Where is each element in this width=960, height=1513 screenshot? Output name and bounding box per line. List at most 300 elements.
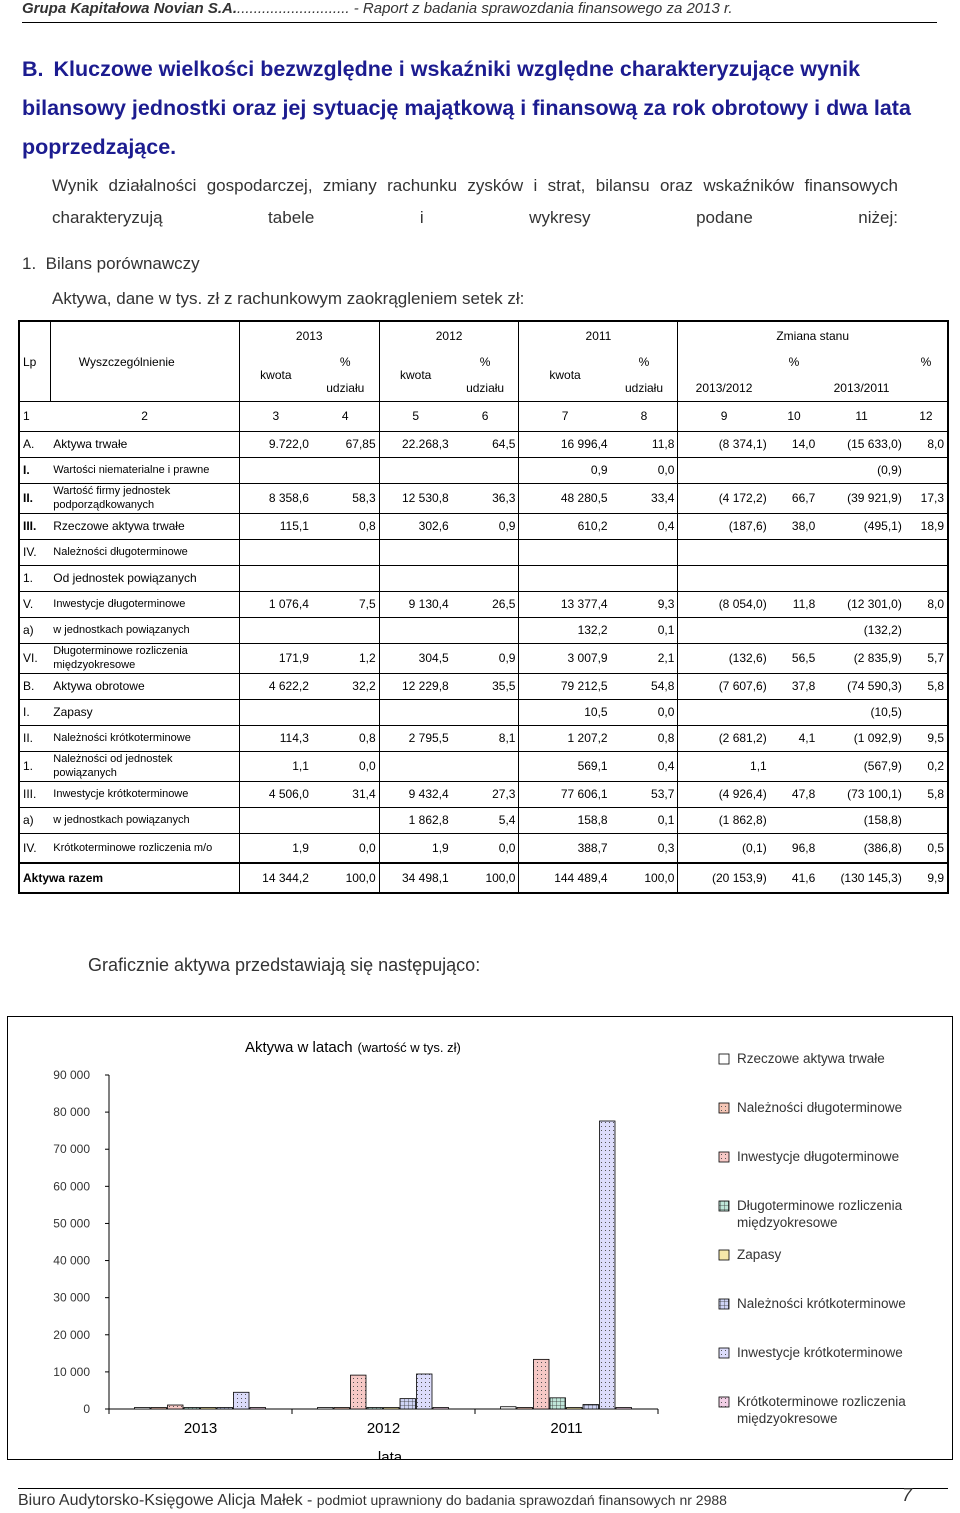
cell-value: 5,8 — [905, 673, 948, 699]
row-lp: a) — [19, 617, 50, 643]
cell-value — [905, 457, 948, 483]
cell-value: 35,5 — [452, 673, 519, 699]
header-cell — [818, 349, 905, 375]
cell-value — [678, 565, 770, 591]
cell-value — [678, 457, 770, 483]
legend-swatch — [719, 1397, 729, 1407]
cell-value: 31,4 — [312, 781, 379, 807]
header-kwota: kwota — [519, 349, 611, 401]
y-tick-label: 30 000 — [53, 1290, 90, 1305]
cell-value: 38,0 — [770, 513, 819, 539]
column-number: 6 — [452, 401, 519, 431]
total-value: 34 498,1 — [379, 863, 452, 893]
legend-label — [737, 1051, 885, 1066]
chart-legend — [719, 1051, 906, 1426]
cell-value: 16 996,4 — [519, 431, 611, 457]
cell-value: (39 921,9) — [818, 483, 905, 513]
cell-value — [239, 617, 312, 643]
legend-label — [737, 1394, 906, 1426]
cell-value — [770, 751, 819, 781]
row-lp: 1. — [19, 565, 50, 591]
header-cell — [770, 375, 819, 401]
cell-value: 115,1 — [239, 513, 312, 539]
bar — [318, 1408, 334, 1410]
cell-value: 569,1 — [519, 751, 611, 781]
bar — [168, 1405, 184, 1409]
total-value: (20 153,9) — [678, 863, 770, 893]
bar — [201, 1408, 217, 1410]
cell-value — [905, 539, 948, 565]
cell-value — [239, 807, 312, 833]
row-name: Należności od jednostek powiązanych — [50, 751, 239, 781]
cell-value: 9,5 — [905, 725, 948, 751]
cell-value: (74 590,3) — [818, 673, 905, 699]
bar — [367, 1408, 383, 1410]
cell-value: 0,9 — [519, 457, 611, 483]
header-year-2012: 2012 — [379, 321, 519, 349]
cell-value — [818, 565, 905, 591]
cell-value: 171,9 — [239, 643, 312, 673]
row-lp: I. — [19, 699, 50, 725]
cell-value: 0,1 — [611, 807, 678, 833]
header-period: 2013/2012 — [678, 375, 770, 401]
header-cell — [678, 349, 770, 375]
header-udzialu: udziału — [312, 375, 379, 401]
x-tick-label: 2013 — [183, 1420, 218, 1437]
cell-value: 0,0 — [312, 751, 379, 781]
legend-swatch — [719, 1250, 729, 1260]
cell-value — [312, 565, 379, 591]
bar — [250, 1408, 266, 1410]
legend-label-line: Krótkoterminowe rozliczenia — [737, 1394, 906, 1409]
graph-caption: Graficznie aktywa przedstawiają się następująco: — [88, 955, 481, 975]
cell-value — [519, 539, 611, 565]
page-footer — [18, 1485, 948, 1510]
cell-value: 79 212,5 — [519, 673, 611, 699]
subsection-heading — [22, 254, 200, 274]
legend-swatch — [719, 1152, 729, 1162]
bar — [400, 1399, 416, 1409]
row-name: Inwestycje krótkoterminowe — [50, 781, 239, 807]
subsection-number: 1. — [22, 254, 37, 273]
cell-value: (8 054,0) — [678, 591, 770, 617]
cell-value — [379, 699, 452, 725]
cell-value: 67,85 — [312, 431, 379, 457]
row-name: Należności długoterminowe — [50, 539, 239, 565]
legend-label — [737, 1149, 899, 1164]
column-number: 9 — [678, 401, 770, 431]
cell-value: 47,8 — [770, 781, 819, 807]
cell-value: 22.268,3 — [379, 431, 452, 457]
total-label: Aktywa razem — [19, 863, 239, 893]
header-udzialu: udziału — [452, 375, 519, 401]
header-pct: % — [638, 355, 650, 369]
total-value: 100,0 — [452, 863, 519, 893]
cell-value: 32,2 — [312, 673, 379, 699]
header-dots: ........................... — [237, 0, 350, 17]
cell-value: 8,1 — [452, 725, 519, 751]
cell-value: 53,7 — [611, 781, 678, 807]
cell-value: 0,0 — [611, 699, 678, 725]
cell-value: (158,8) — [818, 807, 905, 833]
cell-value: (2 835,9) — [818, 643, 905, 673]
row-lp: A. — [19, 431, 50, 457]
legend-swatch — [719, 1348, 729, 1358]
assets-chart — [8, 1017, 952, 1459]
cell-value: 66,7 — [770, 483, 819, 513]
bar — [501, 1407, 517, 1409]
cell-value: (4 172,2) — [678, 483, 770, 513]
total-value: 144 489,4 — [519, 863, 611, 893]
cell-value — [379, 751, 452, 781]
bar — [433, 1408, 449, 1410]
cell-value — [452, 751, 519, 781]
cell-value: 9 130,4 — [379, 591, 452, 617]
cell-value: 18,9 — [905, 513, 948, 539]
row-lp: IV. — [19, 833, 50, 863]
cell-value: 1 207,2 — [519, 725, 611, 751]
balance-table — [18, 320, 949, 894]
chart-container — [7, 1016, 953, 1460]
plot-area — [53, 1068, 658, 1437]
cell-value: 5,7 — [905, 643, 948, 673]
bar — [234, 1392, 250, 1409]
cell-value — [312, 807, 379, 833]
intro-paragraph: Wynik działalności gospodarczej, zmiany rachunku zysków i strat, bilansu oraz wskaźników finansowych charakteryzują tabele i wykresy podane niżej: — [52, 176, 898, 227]
total-value: 41,6 — [770, 863, 819, 893]
cell-value — [312, 457, 379, 483]
cell-value — [611, 565, 678, 591]
bar — [600, 1121, 616, 1409]
subsection-title: Bilans porównawczy — [45, 254, 200, 273]
y-tick-label: 80 000 — [53, 1105, 90, 1120]
legend-label-line: międzyokresowe — [737, 1411, 838, 1426]
legend-label-line: Inwestycje krótkoterminowe — [737, 1345, 903, 1360]
page-number: 7 — [901, 1485, 912, 1505]
row-lp: VI. — [19, 643, 50, 673]
column-number: 1 — [19, 401, 50, 431]
column-number: 12 — [905, 401, 948, 431]
cell-value: 0,9 — [452, 643, 519, 673]
cell-value — [452, 617, 519, 643]
cell-value: 12 530,8 — [379, 483, 452, 513]
section-heading — [22, 50, 922, 167]
cell-value — [770, 539, 819, 565]
row-lp: B. — [19, 673, 50, 699]
column-number: 8 — [611, 401, 678, 431]
cell-value: 2,1 — [611, 643, 678, 673]
row-lp: 1. — [19, 751, 50, 781]
legend-label — [737, 1345, 903, 1360]
bar — [217, 1408, 233, 1410]
header-period: 2013/2011 — [818, 375, 905, 401]
cell-value — [452, 539, 519, 565]
total-value: (130 145,3) — [818, 863, 905, 893]
cell-value: (73 100,1) — [818, 781, 905, 807]
legend-label — [737, 1198, 903, 1230]
header-kwota: kwota — [379, 349, 452, 401]
legend-swatch — [719, 1103, 729, 1113]
bar — [334, 1408, 350, 1410]
cell-value: 4 506,0 — [239, 781, 312, 807]
cell-value: 17,3 — [905, 483, 948, 513]
cell-value: (386,8) — [818, 833, 905, 863]
header-cell — [905, 375, 948, 401]
cell-value: 96,8 — [770, 833, 819, 863]
cell-value: 56,5 — [770, 643, 819, 673]
header-year-2011: 2011 — [519, 321, 678, 349]
row-name: Zapasy — [50, 699, 239, 725]
cell-value: 1,9 — [239, 833, 312, 863]
column-number: 11 — [818, 401, 905, 431]
cell-value — [452, 457, 519, 483]
legend-label — [737, 1100, 902, 1115]
cell-value: 1 862,8 — [379, 807, 452, 833]
cell-value — [452, 699, 519, 725]
y-tick-label: 50 000 — [53, 1216, 90, 1231]
footer-firm: Biuro Audytorsko-Księgowe Alicja Małek - — [18, 1492, 317, 1509]
cell-value: 9 432,4 — [379, 781, 452, 807]
row-lp: a) — [19, 807, 50, 833]
header-lp: Lp — [19, 349, 50, 401]
total-value: 100,0 — [312, 863, 379, 893]
y-tick-label: 40 000 — [53, 1253, 90, 1268]
cell-value: 12 229,8 — [379, 673, 452, 699]
cell-value: 132,2 — [519, 617, 611, 643]
cell-value: 0,0 — [312, 833, 379, 863]
legend-label-line: Zapasy — [737, 1247, 782, 1262]
cell-value: 114,3 — [239, 725, 312, 751]
cell-value: (15 633,0) — [818, 431, 905, 457]
cell-value: 9.722,0 — [239, 431, 312, 457]
column-number: 2 — [50, 401, 239, 431]
cell-value: 388,7 — [519, 833, 611, 863]
row-lp: V. — [19, 591, 50, 617]
cell-value: 0,4 — [611, 513, 678, 539]
cell-value: 4 622,2 — [239, 673, 312, 699]
cell-value: (1 092,9) — [818, 725, 905, 751]
legend-label-line: Rzeczowe aktywa trwałe — [737, 1051, 885, 1066]
cell-value — [312, 539, 379, 565]
legend-label-line: Inwestycje długoterminowe — [737, 1149, 900, 1164]
cell-value — [770, 807, 819, 833]
cell-value: 610,2 — [519, 513, 611, 539]
bar — [184, 1408, 200, 1410]
cell-value: 27,3 — [452, 781, 519, 807]
cell-value: 2 795,5 — [379, 725, 452, 751]
y-tick-label: 0 — [83, 1402, 90, 1416]
cell-value: 13 377,4 — [519, 591, 611, 617]
header-pct: % — [479, 355, 491, 369]
bar — [351, 1375, 367, 1409]
cell-value: 8 358,6 — [239, 483, 312, 513]
bar — [517, 1408, 533, 1410]
cell-value — [905, 807, 948, 833]
header-description: Wyszczególnienie — [50, 349, 239, 401]
column-number: 7 — [519, 401, 611, 431]
cell-value — [239, 457, 312, 483]
cell-value: (132,2) — [818, 617, 905, 643]
cell-value: 0,0 — [452, 833, 519, 863]
cell-value: (495,1) — [818, 513, 905, 539]
cell-value: 1,2 — [312, 643, 379, 673]
cell-value: (1 862,8) — [678, 807, 770, 833]
header-year-2013: 2013 — [239, 321, 379, 349]
row-name: Wartość firmy jednostek podporządkowanych — [50, 483, 239, 513]
subsection-subtitle: Aktywa, dane w tys. zł z rachunkowym zaokrągleniem setek zł: — [52, 289, 525, 308]
row-lp: III. — [19, 513, 50, 539]
cell-value: 64,5 — [452, 431, 519, 457]
row-name: Długoterminowe rozliczenia międzyokresowe — [50, 643, 239, 673]
row-name: w jednostkach powiązanych — [50, 807, 239, 833]
bar — [550, 1398, 566, 1409]
cell-value: 3 007,9 — [519, 643, 611, 673]
y-tick-label: 90 000 — [53, 1068, 90, 1082]
bar — [567, 1408, 583, 1410]
row-lp: II. — [19, 725, 50, 751]
bar — [616, 1408, 632, 1410]
x-tick-label: 2011 — [550, 1420, 583, 1437]
legend-label-line: Należności krótkoterminowe — [737, 1296, 906, 1311]
y-tick-label: 60 000 — [53, 1179, 90, 1194]
cell-value — [678, 617, 770, 643]
cell-value: 8,0 — [905, 591, 948, 617]
row-lp: IV. — [19, 539, 50, 565]
header-cell — [50, 321, 239, 349]
section-label: B. — [22, 57, 44, 81]
cell-value: 0,2 — [905, 751, 948, 781]
cell-value: (567,9) — [818, 751, 905, 781]
cell-value: 158,8 — [519, 807, 611, 833]
column-number: 4 — [312, 401, 379, 431]
section-title: Kluczowe wielkości bezwzględne i wskaźniki względne charakteryzujące wynik bilansowy jednostki oraz jej sytuację majątkową i finansową za rok obrotowy i dwa lata poprzedzające. — [22, 57, 911, 159]
cell-value: 7,5 — [312, 591, 379, 617]
x-axis-title: lata — [377, 1449, 403, 1459]
header-change: Zmiana stanu — [678, 321, 948, 349]
header-kwota: kwota — [239, 349, 312, 401]
cell-value: (2 681,2) — [678, 725, 770, 751]
cell-value: 0,8 — [611, 725, 678, 751]
header-pct: % — [905, 349, 948, 375]
cell-value — [519, 565, 611, 591]
column-number: 5 — [379, 401, 452, 431]
row-name: w jednostkach powiązanych — [50, 617, 239, 643]
y-tick-label: 10 000 — [53, 1364, 90, 1379]
cell-value: 4,1 — [770, 725, 819, 751]
cell-value — [379, 539, 452, 565]
cell-value — [678, 539, 770, 565]
legend-label — [737, 1296, 906, 1311]
column-number: 3 — [239, 401, 312, 431]
cell-value: 8,0 — [905, 431, 948, 457]
cell-value: 5,8 — [905, 781, 948, 807]
cell-value: 1,1 — [678, 751, 770, 781]
cell-value — [770, 617, 819, 643]
chart-title: Aktywa w latach (wartość w tys. zł) — [245, 1039, 461, 1056]
cell-value: 1 076,4 — [239, 591, 312, 617]
legend-label-line: międzyokresowe — [737, 1215, 838, 1230]
report-title: - Raport z badania sprawozdania finansowego za 2013 r. — [349, 0, 733, 17]
cell-value: (8 374,1) — [678, 431, 770, 457]
row-lp: II. — [19, 483, 50, 513]
cell-value: 14,0 — [770, 431, 819, 457]
bar — [583, 1405, 599, 1409]
cell-value — [905, 565, 948, 591]
cell-value: 26,5 — [452, 591, 519, 617]
header-pct: % — [339, 355, 351, 369]
cell-value: 0,0 — [611, 457, 678, 483]
total-value: 100,0 — [611, 863, 678, 893]
cell-value — [611, 539, 678, 565]
cell-value — [379, 565, 452, 591]
cell-value: 302,6 — [379, 513, 452, 539]
legend-swatch — [719, 1299, 729, 1309]
cell-value — [239, 565, 312, 591]
column-number: 10 — [770, 401, 819, 431]
cell-value — [452, 565, 519, 591]
cell-value: (7 607,6) — [678, 673, 770, 699]
cell-value: 1,9 — [379, 833, 452, 863]
cell-value — [818, 539, 905, 565]
cell-value: 48 280,5 — [519, 483, 611, 513]
cell-value — [770, 457, 819, 483]
total-value: 9,9 — [905, 863, 948, 893]
cell-value: 0,3 — [611, 833, 678, 863]
cell-value: (0,1) — [678, 833, 770, 863]
legend-swatch — [719, 1201, 729, 1211]
row-name: Inwestycje długoterminowe — [50, 591, 239, 617]
cell-value — [312, 617, 379, 643]
cell-value: 0,8 — [312, 513, 379, 539]
cell-value — [770, 565, 819, 591]
cell-value: 0,9 — [452, 513, 519, 539]
legend-label-line: Długoterminowe rozliczenia — [737, 1198, 903, 1213]
cell-value — [678, 699, 770, 725]
x-tick-label: 2012 — [366, 1420, 401, 1437]
row-name: Krótkoterminowe rozliczenia m/o — [50, 833, 239, 863]
footer-authorization: podmiot uprawniony do badania sprawozdań finansowych nr 2988 — [316, 1492, 727, 1508]
row-name: Wartości niematerialne i prawne — [50, 457, 239, 483]
cell-value — [905, 617, 948, 643]
cell-value: 11,8 — [770, 591, 819, 617]
row-lp: III. — [19, 781, 50, 807]
bar — [151, 1408, 167, 1410]
cell-value: (4 926,4) — [678, 781, 770, 807]
cell-value — [239, 539, 312, 565]
cell-value: (12 301,0) — [818, 591, 905, 617]
cell-value — [239, 699, 312, 725]
cell-value: 77 606,1 — [519, 781, 611, 807]
cell-value: 11,8 — [611, 431, 678, 457]
cell-value: (0,9) — [818, 457, 905, 483]
cell-value — [770, 699, 819, 725]
cell-value: (132,6) — [678, 643, 770, 673]
cell-value: 0,5 — [905, 833, 948, 863]
cell-value: (10,5) — [818, 699, 905, 725]
cell-value: (187,6) — [678, 513, 770, 539]
y-tick-label: 20 000 — [53, 1327, 90, 1342]
row-name: Rzeczowe aktywa trwałe — [50, 513, 239, 539]
bar — [417, 1374, 433, 1409]
company-name: Grupa Kapitałowa Novian S.A. — [22, 0, 238, 17]
row-name: Aktywa obrotowe — [50, 673, 239, 699]
y-tick-label: 70 000 — [53, 1142, 90, 1157]
header-udzialu: udziału — [611, 375, 678, 401]
cell-value: 36,3 — [452, 483, 519, 513]
bar — [135, 1408, 151, 1410]
cell-value: 37,8 — [770, 673, 819, 699]
total-value: 14 344,2 — [239, 863, 312, 893]
